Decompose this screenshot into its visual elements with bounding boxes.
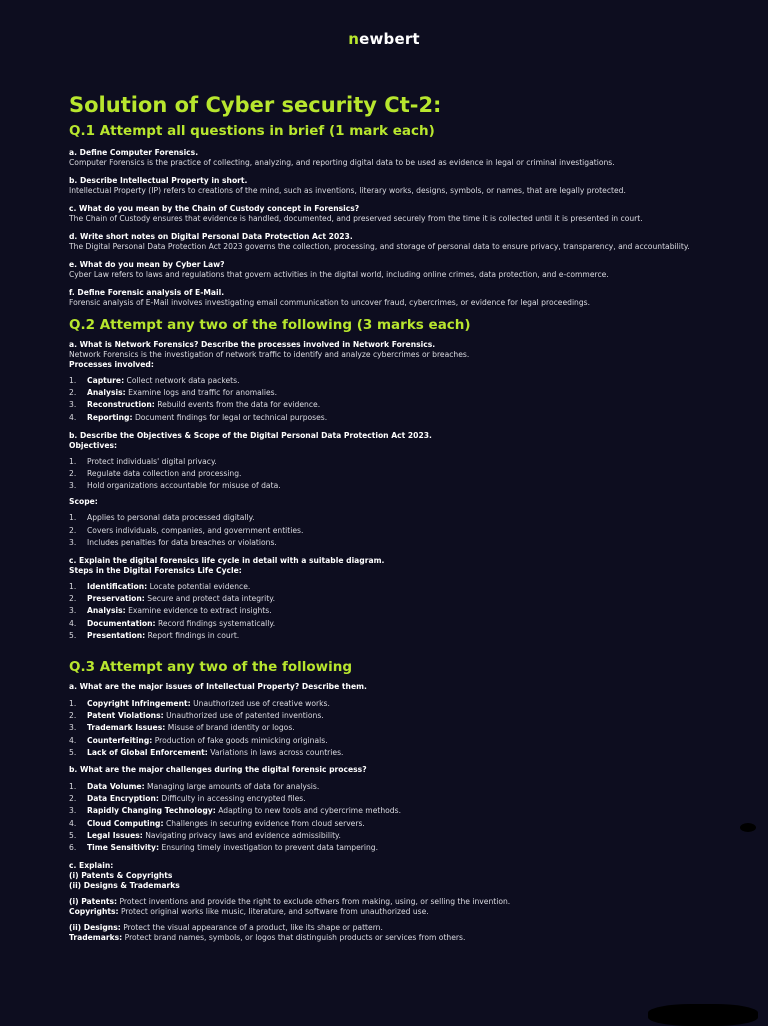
list-item: 4. Counterfeiting: Production of fake goods mimicking originals. xyxy=(69,735,328,745)
answer: Network Forensics is the investigation of network traffic to identify and analyze cybercrimes or breaches. xyxy=(69,350,470,359)
list-item: 1. Protect individuals' digital privacy. xyxy=(69,456,217,466)
section-heading-q3: Q.3 Attempt any two of the following xyxy=(69,659,353,676)
question: e. What do you mean by Cyber Law? xyxy=(69,260,225,269)
question: a. What are the major issues of Intellectual Property? Describe them. xyxy=(69,682,367,692)
list-item: 5. Legal Issues: Navigating privacy laws and evidence admissibility. xyxy=(69,830,341,840)
list-item: 4. Documentation: Record findings systematically. xyxy=(69,618,276,628)
list-item: 4. Reporting: Document findings for legal or technical purposes. xyxy=(69,412,328,422)
q1-answers xyxy=(69,148,699,308)
question: c. Explain: xyxy=(69,861,114,871)
answer: Intellectual Property (IP) refers to creations of the mind, such as inventions, literary works, designs, symbols, or names, that are legally protected. xyxy=(69,186,626,195)
objectives-list xyxy=(69,456,699,493)
document xyxy=(69,92,699,943)
list-label: Steps in the Digital Forensics Life Cycle: xyxy=(69,566,242,576)
question: b. Describe the Objectives & Scope of the Digital Personal Data Protection Act 2023. xyxy=(69,430,432,440)
list-item: 2. Covers individuals, companies, and government entities. xyxy=(69,525,304,535)
list-item: 1. Data Volume: Managing large amounts of data for analysis. xyxy=(69,782,320,792)
question: f. Define Forensic analysis of E-Mail. xyxy=(69,288,225,297)
section-heading-q1: Q.1 Attempt all questions in brief (1 mark each) xyxy=(69,123,435,139)
question: a. What is Network Forensics? Describe the processes involved in Network Forensics. xyxy=(69,340,436,349)
list-label: Scope: xyxy=(69,497,98,507)
question-part-ii: (ii) Designs & Trademarks xyxy=(69,881,180,891)
ink-blot xyxy=(648,1004,758,1026)
question: a. Define Computer Forensics. xyxy=(69,148,199,157)
trademarks-answer: Trademarks: Protect brand names, symbols, or logos that distinguish products or services from others. xyxy=(69,933,466,943)
page-title: Solution of Cyber security Ct-2: xyxy=(69,93,442,117)
qa-item xyxy=(69,260,699,280)
list-label: Processes involved: xyxy=(69,360,154,369)
question-part-i: (i) Patents & Copyrights xyxy=(69,871,173,881)
scope-list xyxy=(69,512,699,549)
q2a-block xyxy=(69,340,699,424)
question: c. Explain the digital forensics life cycle in detail with a suitable diagram. xyxy=(69,556,385,566)
designs-answer: (ii) Designs: Protect the visual appearance of a product, like its shape or pattern. xyxy=(69,923,383,933)
patents-answer: (i) Patents: Protect inventions and provide the right to exclude others from making, using, or selling the invention. xyxy=(69,897,511,907)
question: b. Describe Intellectual Property in short. xyxy=(69,176,248,185)
list-item: 3. Reconstruction: Rebuild events from the data for evidence. xyxy=(69,400,321,410)
list-item: 1. Applies to personal data processed digitally. xyxy=(69,513,255,523)
answer: The Chain of Custody ensures that evidence is handled, documented, and preserved securely from the time it is collected until it is presented in court. xyxy=(69,214,643,223)
list-item: 1. Capture: Collect network data packets. xyxy=(69,376,240,385)
q3a-block xyxy=(69,682,699,759)
list-item: 5. Presentation: Report findings in court. xyxy=(69,630,240,640)
q2c-block xyxy=(69,556,699,642)
answer: The Digital Personal Data Protection Act 2023 governs the collection, processing, and storage of personal data to ensure privacy, transparency, and accountability. xyxy=(69,242,690,251)
question: b. What are the major challenges during the digital forensic process? xyxy=(69,765,367,775)
brand-logo-initial: n xyxy=(348,30,360,48)
qa-item xyxy=(69,204,699,224)
list-item: 3. Includes penalties for data breaches or violations. xyxy=(69,537,277,547)
list-item: 1. Identification: Locate potential evidence. xyxy=(69,582,251,592)
brand-logo-name: ewbert xyxy=(359,30,420,48)
answer: Computer Forensics is the practice of collecting, analyzing, and reporting digital data to be used as evidence in legal or criminal investigations. xyxy=(69,158,615,167)
answer: Forensic analysis of E-Mail involves investigating email communication to uncover fraud, cybercrimes, or evidence for legal proceedings. xyxy=(69,298,591,307)
list-item: 5. Lack of Global Enforcement: Variations in laws across countries. xyxy=(69,747,344,757)
section-heading-q2: Q.2 Attempt any two of the following (3 marks each) xyxy=(69,317,471,333)
q3c-block xyxy=(69,861,699,943)
qa-item xyxy=(69,288,699,308)
process-list xyxy=(69,375,699,424)
lifecycle-list xyxy=(69,581,699,642)
list-item: 1. Copyright Infringement: Unauthorized use of creative works. xyxy=(69,699,330,709)
list-item: 3. Trademark Issues: Misuse of brand identity or logos. xyxy=(69,723,295,733)
q2b-block xyxy=(69,431,699,549)
answer: Cyber Law refers to laws and regulations that govern activities in the digital world, including online crimes, data protection, and e-commerce. xyxy=(69,270,609,279)
list-item: 2. Preservation: Secure and protect data integrity. xyxy=(69,594,276,604)
ip-issues-list xyxy=(69,698,699,759)
challenges-list xyxy=(69,781,699,854)
qa-item xyxy=(69,176,699,196)
copyrights-answer: Copyrights: Protect original works like music, literature, and software from unauthorized use. xyxy=(69,907,429,917)
question: d. Write short notes on Digital Personal Data Protection Act 2023. xyxy=(69,232,353,241)
ink-blot xyxy=(740,823,756,832)
question: c. What do you mean by the Chain of Custody concept in Forensics? xyxy=(69,204,360,213)
brand-logo xyxy=(0,30,768,48)
list-item: 2. Patent Violations: Unauthorized use of patented inventions. xyxy=(69,711,324,721)
list-item: 3. Rapidly Changing Technology: Adapting to new tools and cybercrime methods. xyxy=(69,806,401,816)
list-item: 3. Analysis: Examine evidence to extract insights. xyxy=(69,606,272,616)
list-item: 2. Analysis: Examine logs and traffic for anomalies. xyxy=(69,388,278,398)
q3b-block xyxy=(69,765,699,854)
list-item: 6. Time Sensitivity: Ensuring timely investigation to prevent data tampering. xyxy=(69,843,379,853)
list-item: 2. Regulate data collection and processing. xyxy=(69,469,242,479)
list-label: Objectives: xyxy=(69,440,118,450)
list-item: 4. Cloud Computing: Challenges in securing evidence from cloud servers. xyxy=(69,818,365,828)
qa-item xyxy=(69,148,699,168)
list-item: 2. Data Encryption: Difficulty in accessing encrypted files. xyxy=(69,794,306,804)
list-item: 3. Hold organizations accountable for misuse of data. xyxy=(69,481,281,491)
qa-item xyxy=(69,232,699,252)
